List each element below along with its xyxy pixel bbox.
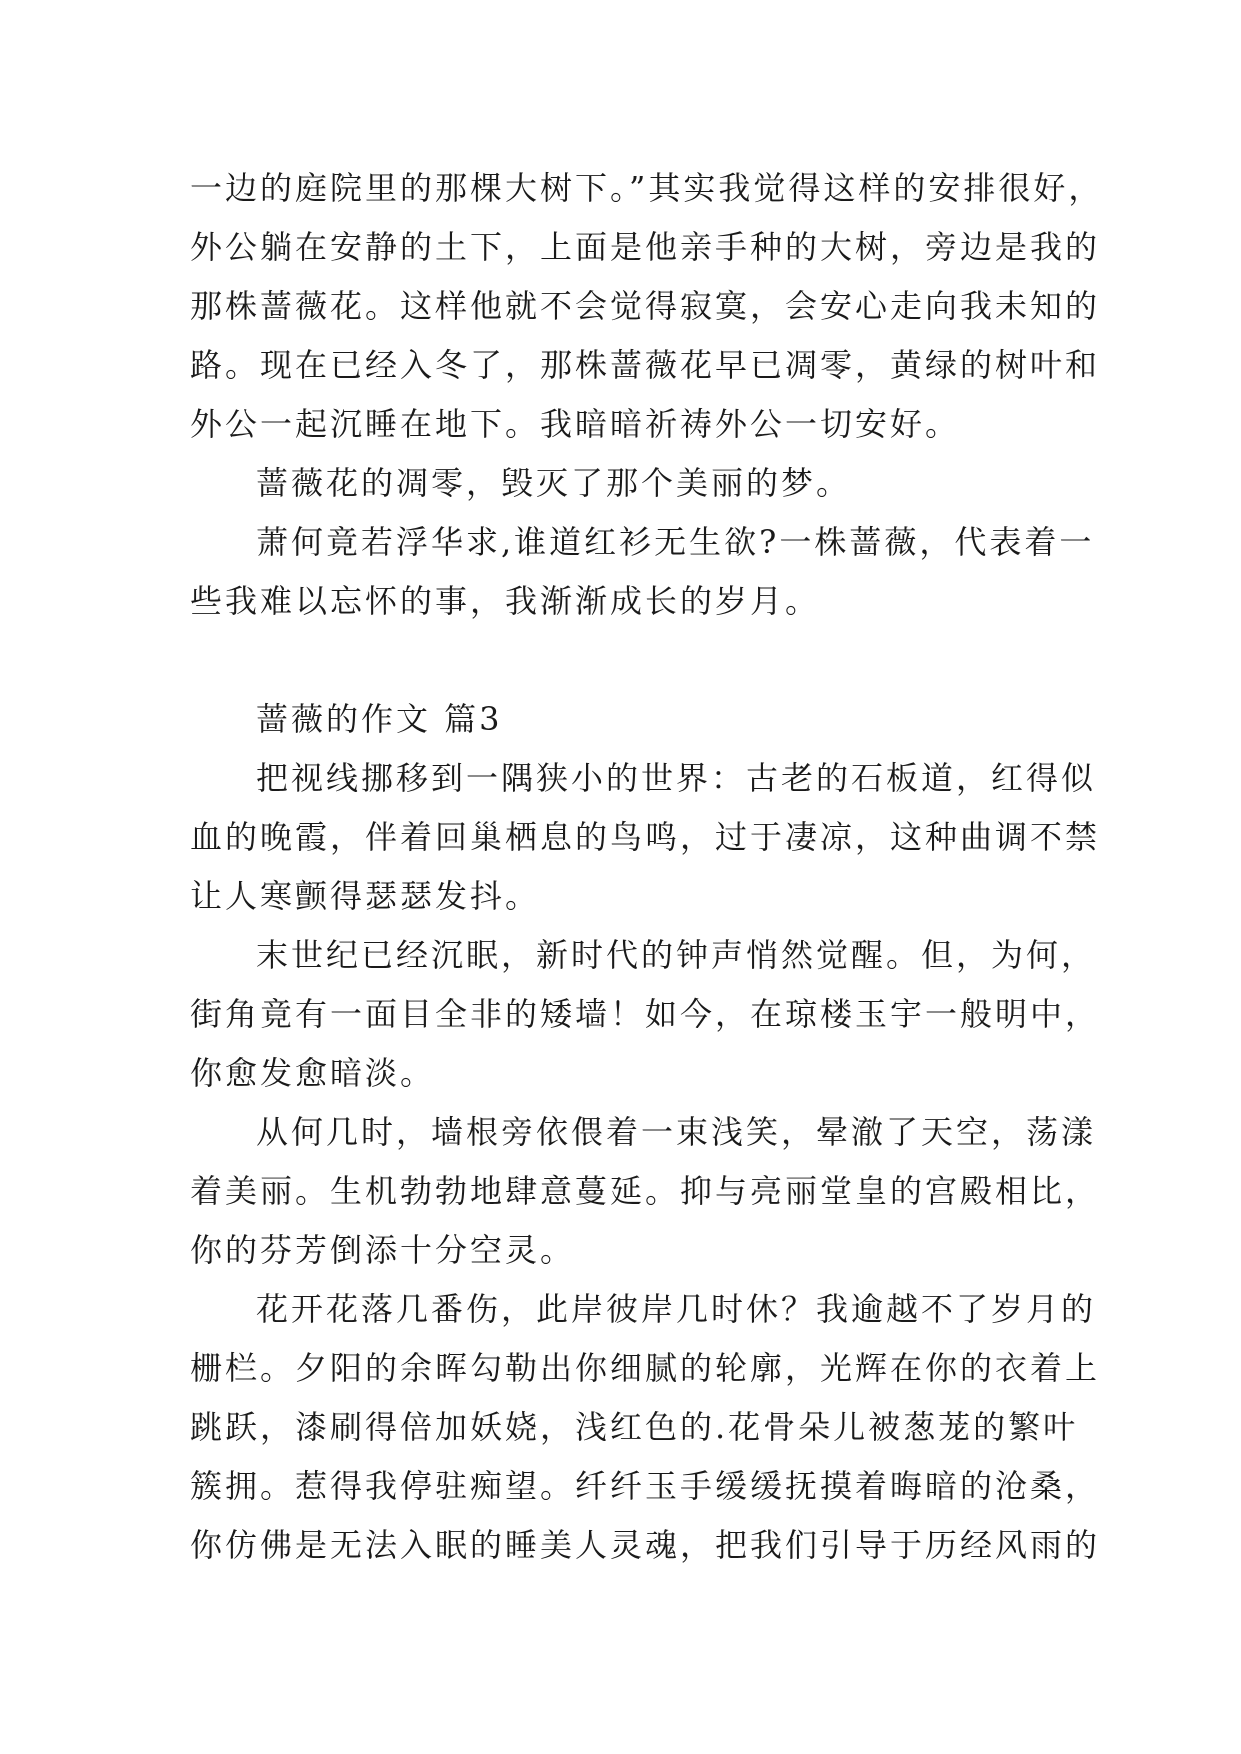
paragraph-line: 血的晚霞，伴着回巢栖息的鸟鸣，过于凄凉，这种曲调不禁: [190, 818, 1101, 856]
paragraph-line: 萧何竟若浮华求,谁道红衫无生欲?一株蔷薇，代表着一: [256, 523, 1095, 561]
text-block-1: [190, 159, 1104, 631]
paragraph-line: 你的芬芳倒添十分空灵。: [190, 1231, 576, 1269]
text-block-2: [190, 690, 1101, 1575]
section-title: 蔷薇的作文 篇3: [256, 700, 503, 738]
paragraph-line: 跳跃，漆刷得倍加妖娆，浅红色的.花骨朵儿被葱茏的繁叶: [190, 1408, 1079, 1446]
paragraph-line: 从何几时，墙根旁依偎着一束浅笑，晕澈了天空，荡漾: [256, 1113, 1097, 1151]
paragraph-line: 你愈发愈暗淡。: [190, 1054, 436, 1092]
paragraph-line: 外公躺在安静的土下，上面是他亲手种的大树，旁边是我的: [190, 228, 1101, 266]
paragraph-line: 花开花落几番伤，此岸彼岸几时休？我逾越不了岁月的: [256, 1290, 1097, 1328]
paragraph-line: 那株蔷薇花。这样他就不会觉得寂寞，会安心走向我未知的: [190, 287, 1101, 325]
paragraph-line: 一边的庭院里的那棵大树下。”其实我觉得这样的安排很好，: [190, 169, 1104, 207]
paragraph-line: 蔷薇花的凋零，毁灭了那个美丽的梦。: [256, 464, 852, 502]
paragraph-line: 让人寒颤得瑟瑟发抖。: [190, 877, 541, 915]
paragraph-line: 着美丽。生机勃勃地肆意蔓延。抑与亮丽堂皇的宫殿相比，: [190, 1172, 1101, 1210]
paragraph-line: 外公一起沉睡在地下。我暗暗祈祷外公一切安好。: [190, 405, 961, 443]
paragraph-line: 栅栏。夕阳的余晖勾勒出你细腻的轮廓，光辉在你的衣着上: [190, 1349, 1101, 1387]
paragraph-line: 些我难以忘怀的事，我渐渐成长的岁月。: [190, 582, 821, 620]
paragraph-line: 路。现在已经入冬了，那株蔷薇花早已凋零，黄绿的树叶和: [190, 346, 1101, 384]
paragraph-line: 末世纪已经沉眠，新时代的钟声悄然觉醒。但，为何，: [256, 936, 1097, 974]
paragraph-line: 街角竟有一面目全非的矮墙！如今，在琼楼玉宇一般明中，: [190, 995, 1101, 1033]
paragraph-line: 你仿佛是无法入眠的睡美人灵魂，把我们引导于历经风雨的: [190, 1526, 1101, 1564]
paragraph-line: 把视线挪移到一隅狭小的世界：古老的石板道，红得似: [256, 759, 1097, 797]
paragraph-line: 簇拥。惹得我停驻痴望。纤纤玉手缓缓抚摸着晦暗的沧桑，: [190, 1467, 1101, 1505]
